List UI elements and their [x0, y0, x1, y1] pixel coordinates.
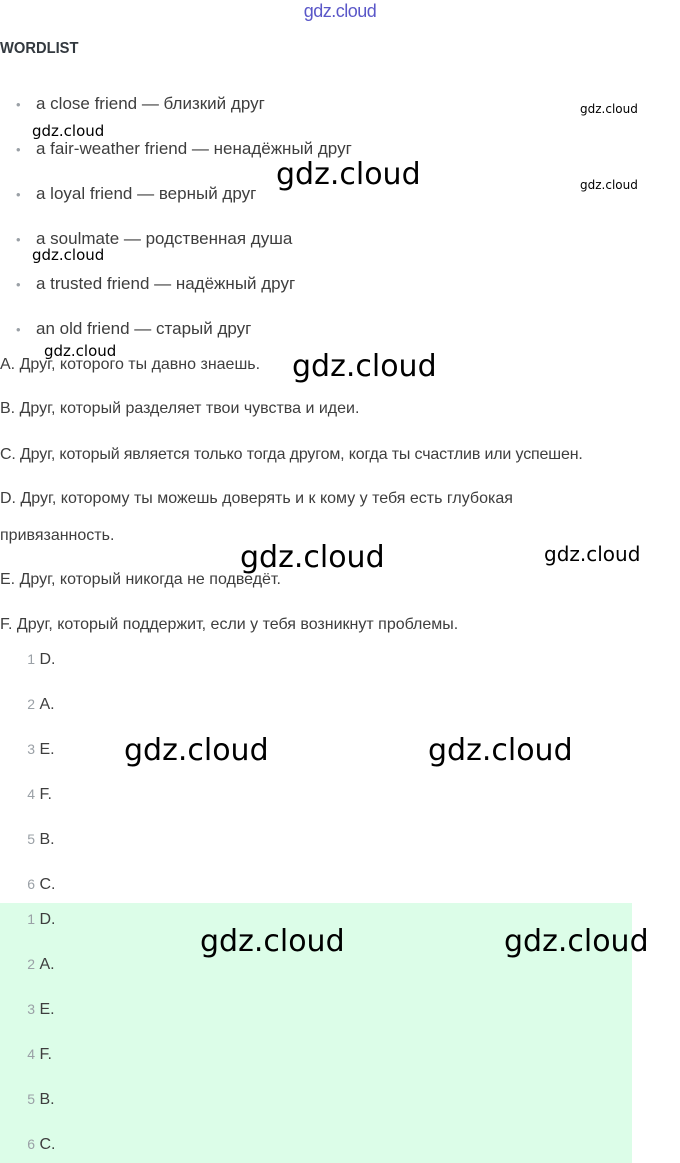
answer-row: [0, 651, 55, 669]
watermark: gdz.cloud: [544, 542, 641, 566]
answer-number: 6: [27, 876, 35, 892]
answer-row: [0, 696, 55, 714]
wordlist-item-text: a fair-weather friend — ненадёжный друг: [36, 139, 352, 158]
bullet-icon: •: [16, 322, 21, 337]
answer-value: B.: [39, 831, 55, 848]
watermark: gdz.cloud: [580, 178, 638, 192]
watermark: gdz.cloud: [240, 540, 385, 575]
wordlist-item-text: a trusted friend — надёжный друг: [36, 274, 296, 293]
answer-number: 4: [27, 786, 35, 802]
wordlist-item-text: a close friend — близкий друг: [36, 94, 265, 113]
definition-b: B. Друг, который разделяет твои чувства и идеи.: [0, 400, 360, 417]
answer-value: E.: [39, 741, 55, 758]
answer-value: A.: [39, 956, 55, 973]
answer-number: 3: [27, 741, 35, 757]
watermark: gdz.cloud: [32, 122, 105, 140]
definition-f: F. Друг, который поддержит, если у тебя возникнут проблемы.: [0, 616, 459, 633]
answer-number: 2: [27, 956, 35, 972]
watermark: gdz.cloud: [32, 246, 105, 264]
watermark: gdz.cloud: [292, 349, 437, 384]
definition-a: A. Друг, которого ты давно знаешь.: [0, 356, 261, 373]
answer-row-highlighted: [0, 1091, 55, 1109]
bullet-icon: •: [16, 97, 21, 112]
wordlist-item-text: a loyal friend — верный друг: [36, 184, 257, 203]
bullet-icon: •: [16, 187, 21, 202]
watermark: gdz.cloud: [276, 157, 421, 192]
answer-number: 5: [27, 831, 35, 847]
answer-value: D.: [39, 911, 56, 928]
bullet-icon: •: [16, 142, 21, 157]
answer-number: 2: [27, 696, 35, 712]
answer-number: 4: [27, 1046, 35, 1062]
bullet-icon: •: [16, 232, 21, 247]
answer-value: C.: [39, 1136, 56, 1153]
wordlist-item-text: an old friend — старый друг: [36, 319, 252, 338]
definition-d-continued: привязанность.: [0, 527, 115, 544]
answer-value: F.: [39, 1046, 52, 1063]
answer-row: [0, 741, 55, 759]
wordlist-heading: WORDLIST: [0, 40, 79, 57]
answer-value: B.: [39, 1091, 55, 1108]
answer-row: [0, 876, 55, 894]
watermark: gdz.cloud: [580, 102, 638, 116]
wordlist-item-text: a soulmate — родственная душа: [36, 229, 293, 248]
answer-row: [0, 831, 55, 849]
answer-number: 5: [27, 1091, 35, 1107]
definition-c: C. Друг, который является только тогда другом, когда ты счастлив или успешен.: [0, 446, 583, 463]
watermark: gdz.cloud: [124, 733, 269, 768]
site-logo[interactable]: gdz.cloud: [303, 1, 377, 21]
watermark: gdz.cloud: [428, 733, 573, 768]
answer-number: 1: [27, 651, 35, 667]
answer-number: 6: [27, 1136, 35, 1152]
answer-row-highlighted: [0, 1136, 55, 1154]
answer-row-highlighted: [0, 1046, 52, 1064]
wordlist-item: [16, 184, 256, 204]
answer-row-highlighted: [0, 956, 55, 974]
answer-value: E.: [39, 1001, 55, 1018]
bullet-icon: •: [16, 277, 21, 292]
answer-row-highlighted: [0, 911, 55, 929]
wordlist-item: [16, 319, 251, 339]
answer-value: A.: [39, 696, 55, 713]
watermark: gdz.cloud: [504, 924, 649, 959]
answer-row-highlighted: [0, 1001, 55, 1019]
wordlist-item: [16, 94, 265, 114]
answer-value: D.: [39, 651, 56, 668]
answer-number: 1: [27, 911, 35, 927]
answer-value: F.: [39, 786, 52, 803]
wordlist-item: [16, 139, 352, 159]
answer-number: 3: [27, 1001, 35, 1017]
answer-row: [0, 786, 52, 804]
definition-e: E. Друг, который никогда не подведёт.: [0, 571, 281, 588]
watermark: gdz.cloud: [200, 924, 345, 959]
answer-value: C.: [39, 876, 56, 893]
wordlist-item: [16, 274, 295, 294]
definition-d: D. Друг, которому ты можешь доверять и к кому у тебя есть глубокая: [0, 490, 513, 507]
watermark: gdz.cloud: [44, 342, 117, 360]
